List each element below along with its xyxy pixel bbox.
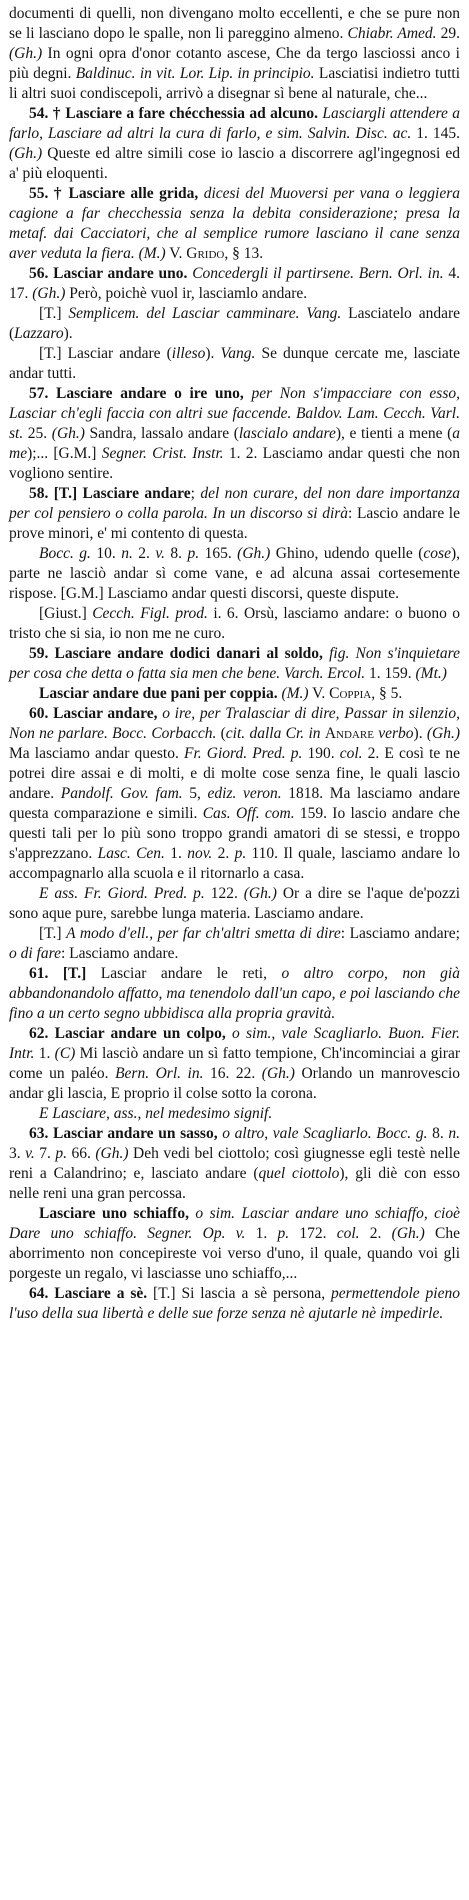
- italic-text: fig. Non s'inquietare per cosa che detta o fatta sia men che bene. Varch. Ercol.: [9, 645, 461, 682]
- italic-text: Bern. Orl. in.: [358, 265, 444, 282]
- text-run: ), gli diè con esso nelle reni una gran percossa.: [9, 1165, 460, 1202]
- text-run: 2.: [359, 1225, 392, 1242]
- text-run: Ghino, udendo quelle (: [270, 545, 424, 562]
- entry-heading: 63. Lasciar andare un sasso,: [29, 1125, 218, 1142]
- text-run: ).: [205, 345, 221, 362]
- italic-text: Fr. Giord. Pred.: [183, 745, 286, 762]
- dictionary-entry: [9, 384, 460, 484]
- text-run: 1. 145.: [411, 125, 461, 142]
- text-run: 1. 159.: [365, 665, 416, 682]
- text-run: 1.: [164, 845, 188, 862]
- entry-heading: 58. [T.] Lasciare andare: [29, 485, 191, 502]
- text-run: V.: [308, 685, 330, 702]
- text-run: 3.: [9, 1145, 26, 1162]
- entry-heading: 62. Lasciar andare un colpo,: [29, 1025, 226, 1042]
- text-run: V.: [165, 245, 187, 262]
- italic-text: v.: [235, 1225, 246, 1242]
- italic-text: (Gh.): [426, 725, 461, 742]
- italic-text: del non curare, del non dare importanza per col pensiero o colla parola. In un discorso si dirà: [9, 485, 461, 522]
- italic-text: (M.): [138, 245, 166, 262]
- italic-text: (Gh.): [9, 145, 43, 162]
- text-run: Ma lasciamo andar questo.: [9, 745, 184, 762]
- entry-heading: 57. Lasciare andare o ire uno,: [29, 385, 244, 402]
- italic-text: (Gh.): [95, 1145, 129, 1162]
- text-run: 172.: [289, 1225, 337, 1242]
- text-run: ), parte ne lasciò andar sì come vane, e ad alcuna assai cortesemente rispose. [G.M.] Lasciamo andar questi discorsi, queste dispute.: [9, 545, 461, 602]
- italic-text: (Gh.): [237, 545, 271, 562]
- text-run: 66.: [66, 1145, 96, 1162]
- italic-text: Lasc. Cen.: [97, 845, 165, 862]
- entry-heading: 55. † Lasciare alle grida,: [29, 185, 199, 202]
- italic-text: Segner. Crist. Instr.: [101, 445, 224, 462]
- entry-heading: Lasciare uno schiaffo,: [39, 1205, 189, 1222]
- text-run: [T.] Si lascia a sè persona,: [147, 1285, 331, 1302]
- italic-text: Vang.: [220, 345, 256, 362]
- text-run: 2.: [132, 545, 156, 562]
- text-run: 122.: [204, 885, 244, 902]
- italic-text: p.: [193, 885, 205, 902]
- text-run: In ogni opra d'onor cotanto ascese, Che da tergo lasciossi anco i più degni.: [9, 45, 460, 82]
- text-run: 5,: [182, 785, 208, 802]
- text-run: , § 5.: [371, 685, 403, 702]
- text-run: 7.: [34, 1145, 56, 1162]
- italic-text: Lasciargli attendere a farlo, Lasciare ad altri la cura di farlo, e sim.: [9, 105, 461, 142]
- sub-entry: [9, 884, 460, 924]
- cross-reference: Grido: [186, 245, 225, 262]
- entry-heading: 54. † Lasciare a fare chécchessia ad alcuno.: [29, 105, 318, 122]
- italic-text: p.: [55, 1145, 67, 1162]
- text-run: [Giust.]: [39, 605, 93, 622]
- dictionary-entry: [9, 104, 460, 184]
- text-run: : Lascio andare le prove minori, e' mi contento di questa.: [9, 505, 460, 542]
- text-run: Sandra, lassalo andare (: [84, 425, 239, 442]
- italic-text: quel ciottolo: [258, 1165, 340, 1182]
- text-run: ;: [190, 485, 201, 502]
- italic-text: cit. dalla Cr. in: [225, 725, 321, 742]
- text-run: Mi lasciò andare un sì fatto tempione, Ch'incominciai a girar come un paléo.: [9, 1045, 460, 1082]
- text-run: [T.]: [39, 305, 69, 322]
- italic-text: o di fare: [9, 945, 61, 962]
- text-run: ).: [413, 725, 427, 742]
- text-run: 8.: [164, 545, 188, 562]
- text-run: 2. E così te ne potrei dire assai e di molti, e di molte cose senza fine, le quali lascio andare.: [9, 745, 461, 802]
- italic-text: (C): [54, 1045, 76, 1062]
- text-run: 16. 22.: [203, 1065, 262, 1082]
- cross-reference: Andare: [324, 725, 374, 742]
- italic-text: per Non s'impacciare con esso, Lasciar ch'egli faccia con altri sue faccende. Baldov. Lam. Cecch. Varl. st.: [9, 385, 461, 442]
- italic-text: E Lasciare, ass., nel medesimo signif.: [39, 1105, 273, 1122]
- italic-text: o sim., vale Scagliarlo. Buon. Fier. Intr.: [9, 1025, 460, 1062]
- text-run: 1.: [34, 1045, 55, 1062]
- text-run: 1. 2. Lasciamo andar questi che non vogliono sentire.: [9, 445, 460, 482]
- entry-heading: Lasciar andare due pani per coppia.: [39, 685, 278, 702]
- italic-text: illeso: [171, 345, 206, 362]
- text-run: Orlando un manrovescio andar gli lascia, E proprio il colse sotto la corona.: [9, 1065, 461, 1102]
- sub-entry: [9, 544, 460, 604]
- italic-text: nov.: [187, 845, 213, 862]
- text-run: , § 13.: [224, 245, 264, 262]
- text-run: [T.] Lasciar andare (: [39, 345, 172, 362]
- italic-text: Chiabr. Amed.: [347, 25, 437, 42]
- text-run: 159. Io lascio andare che questi tali per lo più sono troppo grandi amatori di se stessi, e troppo s'apprezzano.: [9, 805, 460, 862]
- dictionary-entry: [9, 644, 460, 684]
- text-run: 110. Il quale, lasciamo andare lo accompagnarlo alla scuola e il ritornarlo a casa.: [9, 845, 461, 882]
- sub-entry: [9, 684, 460, 704]
- text-run: 1818. Ma lasciamo andare questa comparazione e simili.: [9, 785, 460, 822]
- italic-text: Cas. Off. com.: [202, 805, 295, 822]
- italic-text: (Gh.): [243, 885, 277, 902]
- dictionary-entry: [9, 1024, 460, 1104]
- dictionary-entry: [9, 184, 460, 264]
- italic-text: Semplicem. del Lasciar camminare. Vang.: [68, 305, 342, 322]
- text-run: Or a dire se l'aque de'pozzi sono aque pure, sarebbe lunga materia. Lasciamo andare.: [9, 885, 461, 922]
- text-run: Lasciatisi indietro tutti li altri suoi condiscepoli, arrivò a disegnar sì bene al naturale, che...: [9, 65, 461, 102]
- text-run: ).: [63, 325, 73, 342]
- italic-text: Baldinuc. in vit. Lor. Lip. in principio.: [75, 65, 315, 82]
- italic-text: (Gh.): [51, 425, 85, 442]
- dictionary-entry: [9, 1124, 460, 1204]
- italic-text: v.: [155, 545, 165, 562]
- italic-text: verbo: [378, 725, 414, 742]
- italic-text: Cecch. Figl. prod.: [92, 605, 208, 622]
- text-run: Però, poichè vuol ir, lasciamlo andare.: [65, 285, 308, 302]
- italic-text: permettendole pieno l'uso della sua libertà e delle sue forze senza nè ajutarle nè impedirle.: [9, 1285, 460, 1322]
- italic-text: o sim. Lasciar andare uno schiaffo, cioè Dare uno schiaffo. Segner. Op.: [9, 1205, 460, 1242]
- sub-entry: [9, 1104, 460, 1124]
- entry-heading: 56. Lasciar andare uno.: [29, 265, 188, 282]
- text-run: 2.: [212, 845, 235, 862]
- text-run: Deh vedi bel ciottolo; così giugnesse egli testè nelle reni a Calandrino; e, lasciato andare (: [9, 1145, 460, 1182]
- italic-text: n.: [448, 1125, 461, 1142]
- italic-text: (Mt.): [415, 665, 447, 682]
- italic-text: (Gh.): [391, 1225, 425, 1242]
- italic-text: Lazzaro: [14, 325, 64, 342]
- text-run: 29.: [436, 25, 460, 42]
- italic-text: Bocc. g.: [39, 545, 91, 562]
- sub-entry: [9, 604, 460, 644]
- text-run: 4. 17.: [9, 265, 460, 302]
- entry-heading: 64. Lasciare a sè.: [29, 1285, 148, 1302]
- italic-text: (Gh.): [9, 45, 43, 62]
- text-run: Queste ed altre simili cose io lascio a discorrere agl'ingegnosi ed a' più eloquenti.: [9, 145, 460, 182]
- sub-entry: [9, 344, 460, 384]
- italic-text: v.: [25, 1145, 35, 1162]
- text-run: : Lasciamo andare;: [340, 925, 460, 942]
- text-run: (: [216, 725, 226, 742]
- text-run: 8.: [427, 1125, 449, 1142]
- dictionary-entry: [9, 704, 460, 884]
- text-run: Lasciatelo andare (: [9, 305, 460, 342]
- italic-text: col.: [339, 745, 363, 762]
- italic-text: E ass. Fr. Giord. Pred.: [39, 885, 188, 902]
- text-run: );... [G.M.]: [27, 445, 102, 462]
- italic-text: A modo d'ell., per far ch'altri smetta di dire: [66, 925, 341, 942]
- dictionary-entry: [9, 484, 460, 544]
- italic-text: ediz. veron.: [207, 785, 282, 802]
- text-run: : Lasciamo andare.: [60, 945, 179, 962]
- text-run: 1.: [245, 1225, 278, 1242]
- italic-text: dicesi del Muoversi per vana o leggiera cagione a far checchessia senza la debita considerazione; presa la metaf. dai Cacciatori, che al semplice rumore lasciano il cane senza aver veduta la fiera.: [9, 185, 461, 262]
- dictionary-entry: [9, 964, 460, 1024]
- entry-heading: 60. Lasciar andare,: [29, 705, 158, 722]
- italic-text: lascialo andare: [238, 425, 336, 442]
- text-run: Lasciar andare le reti,: [86, 965, 282, 982]
- italic-text: cose: [423, 545, 451, 562]
- entry-heading: 59. Lasciare andare dodici danari al soldo,: [29, 645, 323, 662]
- entry-heading: 61. [T.]: [29, 965, 87, 982]
- italic-text: Bern. Orl. in.: [115, 1065, 204, 1082]
- italic-text: Salvin. Disc. ac.: [307, 125, 412, 142]
- text-run: 190.: [302, 745, 340, 762]
- italic-text: p.: [277, 1225, 290, 1242]
- text-run: 25.: [23, 425, 52, 442]
- italic-text: Pandolf. Gov. fam.: [60, 785, 183, 802]
- text-run: documenti di quelli, non divengano molto eccellenti, e che se pure non se li lasciano dopo le spalle, non li pareggino almeno.: [9, 5, 460, 42]
- text-run: Che aborrimento non concepireste voi verso d'uno, il quale, quando voi gli porgeste un regalo, vi lasciasse uno schiaffo,...: [9, 1225, 461, 1282]
- italic-text: o ire, per Tralasciar di dire, Passar in silenzio, Non ne parlare. Bocc. Corbacch.: [9, 705, 460, 742]
- italic-text: n.: [121, 545, 133, 562]
- sub-entry: [9, 1204, 460, 1284]
- text-run: 165.: [199, 545, 238, 562]
- italic-text: (M.): [281, 685, 309, 702]
- sub-entry: [9, 924, 460, 964]
- italic-text: (Gh.): [261, 1065, 295, 1082]
- cross-reference: Coppia: [329, 685, 372, 702]
- italic-text: o altro, vale Scagliarlo. Bocc. g.: [222, 1125, 428, 1142]
- dictionary-entry: [9, 264, 460, 304]
- text-run: ), e tienti a mene (: [335, 425, 453, 442]
- text-run: [T.]: [39, 925, 67, 942]
- text-run: [225, 1225, 235, 1242]
- text-run: i. 6. Orsù, lasciamo andare: o buono o tristo che si sia, io non me ne curo.: [9, 605, 460, 642]
- italic-text: a me: [9, 425, 460, 462]
- italic-text: o altro corpo, non già abbandonandolo affatto, ma tenendolo dall'un capo, e poi lasciando che fino a un certo segno ubbidisca alla propria gravità.: [9, 965, 460, 1022]
- italic-text: (Gh.): [32, 285, 66, 302]
- dictionary-entry: [9, 1284, 460, 1324]
- text-run: 10.: [90, 545, 122, 562]
- italic-text: Concedergli il partirsene.: [192, 265, 354, 282]
- italic-text: p.: [187, 545, 200, 562]
- italic-text: p.: [234, 845, 247, 862]
- italic-text: col.: [336, 1225, 360, 1242]
- text-run: Se dunque cercate me, lasciate andar tutti.: [9, 345, 460, 382]
- italic-text: p.: [290, 745, 303, 762]
- continuation-paragraph: [9, 4, 460, 104]
- sub-entry: [9, 304, 460, 344]
